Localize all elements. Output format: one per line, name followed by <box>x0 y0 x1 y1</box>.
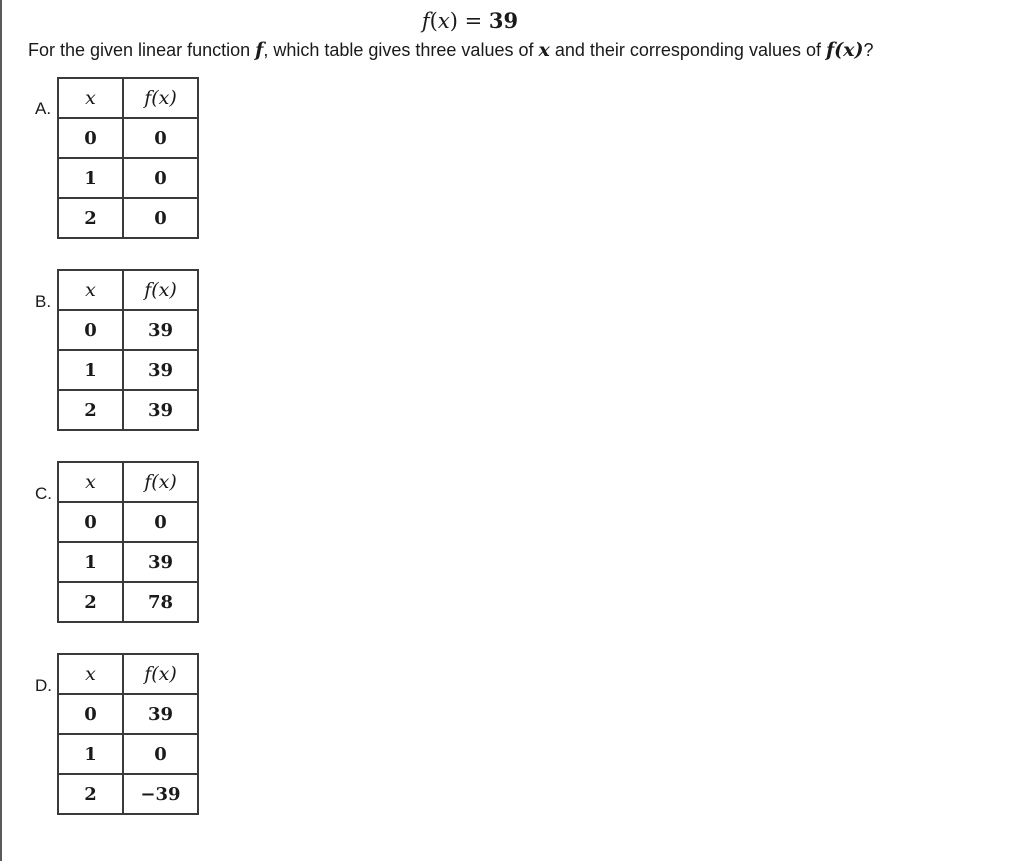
question-text <box>28 39 873 61</box>
table-row <box>58 502 198 542</box>
cell-fx: 0 <box>123 198 198 238</box>
cell-fx: 0 <box>123 734 198 774</box>
cell-x: 1 <box>58 542 123 582</box>
option-c-letter[interactable]: C. <box>35 484 52 503</box>
table-row <box>58 694 198 734</box>
question-part-4: ? <box>863 40 874 60</box>
header-x: x <box>58 462 123 502</box>
cell-fx: 39 <box>123 542 198 582</box>
question-function-name: f <box>255 39 264 61</box>
header-fx: f(x) <box>123 462 198 502</box>
cell-x: 0 <box>58 310 123 350</box>
cell-x: 2 <box>58 582 123 622</box>
question-part-2: , which table gives three values of <box>263 40 539 60</box>
table-header-row <box>58 654 198 694</box>
table-row <box>58 310 198 350</box>
header-x: x <box>58 654 123 694</box>
equation-close-paren: ) <box>449 9 458 33</box>
cell-x: 2 <box>58 198 123 238</box>
option-c-table[interactable] <box>57 461 199 623</box>
cell-fx: 0 <box>123 158 198 198</box>
cell-x: 1 <box>58 734 123 774</box>
cell-fx: 0 <box>123 118 198 158</box>
equation-variable: x <box>437 9 450 33</box>
question-part-1: For the given linear function <box>28 40 256 60</box>
cell-fx: 39 <box>123 390 198 430</box>
cell-x: 1 <box>58 350 123 390</box>
table-row <box>58 350 198 390</box>
header-x: x <box>58 270 123 310</box>
cell-fx: 0 <box>123 502 198 542</box>
cell-x: 1 <box>58 158 123 198</box>
window-left-border <box>0 0 2 861</box>
table-header-row <box>58 78 198 118</box>
function-equation <box>0 8 940 33</box>
table-header-row <box>58 270 198 310</box>
cell-fx: 78 <box>123 582 198 622</box>
header-fx: f(x) <box>123 78 198 118</box>
option-a-letter[interactable]: A. <box>35 99 52 118</box>
table-row <box>58 542 198 582</box>
cell-x: 0 <box>58 502 123 542</box>
cell-fx: −39 <box>123 774 198 814</box>
table-row <box>58 734 198 774</box>
cell-fx: 39 <box>123 350 198 390</box>
equation-open-paren: ( <box>429 9 438 33</box>
table-row <box>58 390 198 430</box>
table-row <box>58 158 198 198</box>
table-row <box>58 774 198 814</box>
cell-x: 2 <box>58 774 123 814</box>
table-row <box>58 198 198 238</box>
question-variable: x <box>538 39 550 61</box>
option-d-letter[interactable]: D. <box>35 676 52 695</box>
option-b-letter[interactable]: B. <box>35 292 52 311</box>
header-x: x <box>58 78 123 118</box>
table-row <box>58 582 198 622</box>
equation-function-name: f <box>421 9 430 33</box>
header-fx: f(x) <box>123 654 198 694</box>
header-fx: f(x) <box>123 270 198 310</box>
equation-equals: = <box>457 9 489 33</box>
equation-value: 39 <box>488 8 519 33</box>
question-function-value: f(x) <box>825 39 864 61</box>
option-b-table[interactable] <box>57 269 199 431</box>
question-part-3: and their corresponding values of <box>549 40 826 60</box>
table-header-row <box>58 462 198 502</box>
cell-x: 0 <box>58 118 123 158</box>
option-a-table[interactable] <box>57 77 199 239</box>
cell-fx: 39 <box>123 310 198 350</box>
option-d-table[interactable] <box>57 653 199 815</box>
cell-x: 0 <box>58 694 123 734</box>
table-row <box>58 118 198 158</box>
cell-x: 2 <box>58 390 123 430</box>
cell-fx: 39 <box>123 694 198 734</box>
